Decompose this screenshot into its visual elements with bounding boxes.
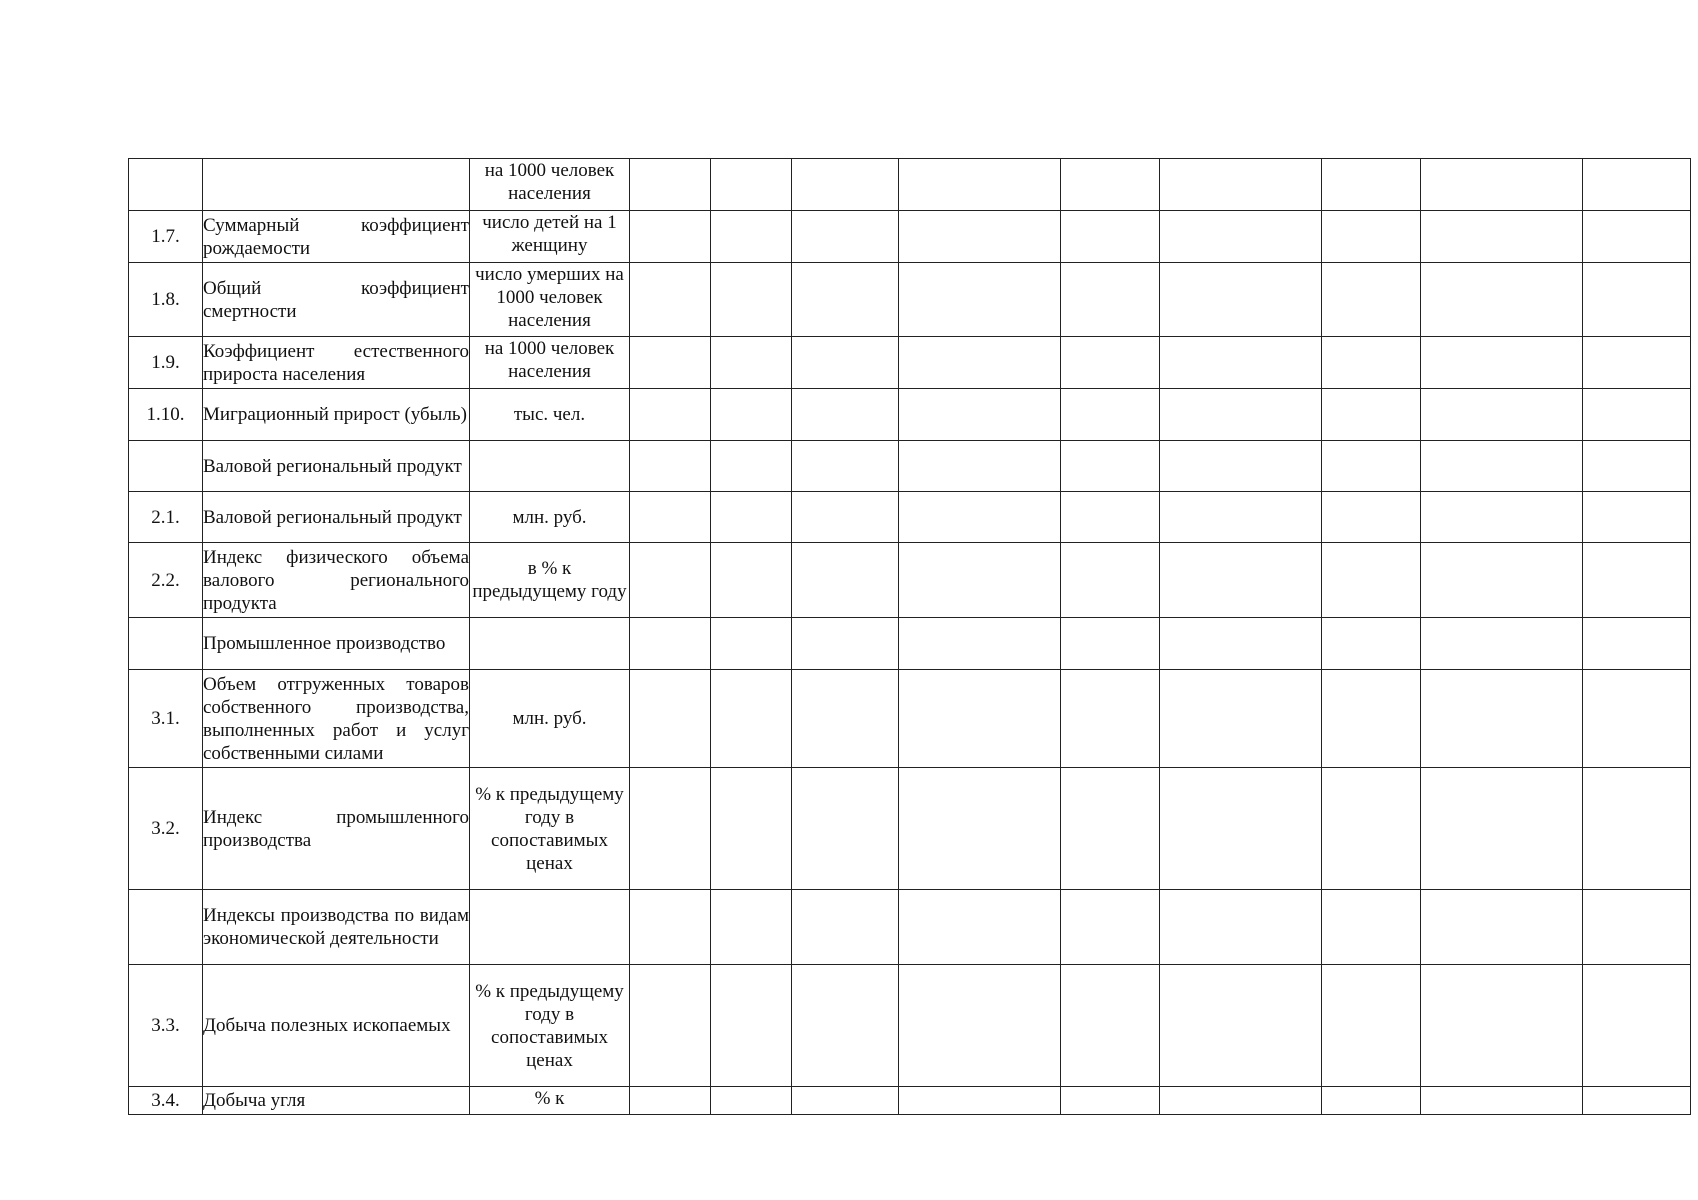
value-cell (1322, 1087, 1421, 1115)
value-cell (899, 670, 1061, 768)
value-cell (630, 890, 711, 965)
value-cell (711, 890, 792, 965)
value-cell (1322, 389, 1421, 441)
value-cell (1061, 890, 1160, 965)
value-cell (630, 389, 711, 441)
value-cell (1160, 211, 1322, 263)
value-cell (899, 1087, 1061, 1115)
value-cell (1061, 441, 1160, 492)
row-indicator-name: Добыча угля (203, 1087, 470, 1115)
value-cell (1421, 389, 1583, 441)
row-code: 1.10. (129, 389, 203, 441)
value-cell (711, 441, 792, 492)
section-heading: Валовой региональный продукт (203, 441, 470, 492)
value-cell (1583, 337, 1691, 389)
value-cell (1322, 263, 1421, 337)
row-unit: % к предыдущему году в сопоставимых ценах (470, 768, 630, 890)
row-unit: число умерших на 1000 человек населения (470, 263, 630, 337)
row-indicator-name: Индекс промышленного производства (203, 768, 470, 890)
value-cell (1421, 492, 1583, 543)
row-code: 3.1. (129, 670, 203, 768)
value-cell (1061, 492, 1160, 543)
value-cell (1421, 890, 1583, 965)
value-cell (630, 618, 711, 670)
row-unit (470, 441, 630, 492)
row-code: 1.9. (129, 337, 203, 389)
row-code: 2.1. (129, 492, 203, 543)
value-cell (1583, 670, 1691, 768)
row-code: 2.2. (129, 543, 203, 618)
value-cell (899, 618, 1061, 670)
value-cell (1322, 618, 1421, 670)
value-cell (792, 159, 899, 211)
value-cell (1322, 211, 1421, 263)
value-cell (1061, 389, 1160, 441)
row-unit: млн. руб. (470, 492, 630, 543)
value-cell (1583, 211, 1691, 263)
value-cell (792, 441, 899, 492)
value-cell (1421, 543, 1583, 618)
value-cell (1322, 670, 1421, 768)
value-cell (630, 159, 711, 211)
value-cell (1583, 1087, 1691, 1115)
table-row (129, 159, 1691, 211)
value-cell (1061, 211, 1160, 263)
value-cell (792, 1087, 899, 1115)
value-cell (1421, 337, 1583, 389)
row-indicator-name: Коэффициент естественного прироста населения (203, 337, 470, 389)
value-cell (792, 768, 899, 890)
value-cell (899, 890, 1061, 965)
value-cell (711, 389, 792, 441)
value-cell (1583, 492, 1691, 543)
value-cell (899, 441, 1061, 492)
value-cell (899, 492, 1061, 543)
value-cell (1061, 337, 1160, 389)
value-cell (792, 389, 899, 441)
value-cell (630, 543, 711, 618)
value-cell (1160, 543, 1322, 618)
value-cell (1061, 670, 1160, 768)
row-unit: % к предыдущему году в сопоставимых ценах (470, 965, 630, 1087)
value-cell (1061, 768, 1160, 890)
value-cell (1322, 890, 1421, 965)
value-cell (1061, 159, 1160, 211)
value-cell (1583, 441, 1691, 492)
value-cell (899, 159, 1061, 211)
value-cell (1160, 618, 1322, 670)
value-cell (711, 159, 792, 211)
value-cell (630, 670, 711, 768)
table-row (129, 492, 1691, 543)
value-cell (1061, 1087, 1160, 1115)
value-cell (899, 543, 1061, 618)
value-cell (630, 263, 711, 337)
value-cell (1322, 768, 1421, 890)
row-unit: в % к предыдущему году (470, 543, 630, 618)
value-cell (711, 211, 792, 263)
value-cell (1322, 441, 1421, 492)
value-cell (1421, 159, 1583, 211)
value-cell (792, 492, 899, 543)
value-cell (1061, 543, 1160, 618)
row-indicator-name: Добыча полезных ископаемых (203, 965, 470, 1087)
row-code: 3.2. (129, 768, 203, 890)
value-cell (1160, 670, 1322, 768)
value-cell (899, 768, 1061, 890)
value-cell (711, 618, 792, 670)
table-section-row (129, 618, 1691, 670)
value-cell (1160, 965, 1322, 1087)
row-indicator-name: Суммарный коэффициент рождаемости (203, 211, 470, 263)
row-unit (470, 890, 630, 965)
value-cell (899, 337, 1061, 389)
value-cell (711, 670, 792, 768)
value-cell (630, 492, 711, 543)
value-cell (1583, 768, 1691, 890)
table-row (129, 211, 1691, 263)
row-unit: % к (470, 1087, 630, 1115)
table-row (129, 670, 1691, 768)
value-cell (630, 768, 711, 890)
value-cell (1421, 441, 1583, 492)
value-cell (1421, 1087, 1583, 1115)
value-cell (711, 337, 792, 389)
row-code (129, 159, 203, 211)
value-cell (899, 263, 1061, 337)
value-cell (711, 768, 792, 890)
value-cell (792, 263, 899, 337)
row-code: 3.3. (129, 965, 203, 1087)
value-cell (899, 389, 1061, 441)
value-cell (1322, 159, 1421, 211)
value-cell (1583, 263, 1691, 337)
table-section-row (129, 890, 1691, 965)
section-heading: Промышленное производство (203, 618, 470, 670)
value-cell (792, 618, 899, 670)
row-unit: на 1000 человек населения (470, 159, 630, 211)
value-cell (711, 492, 792, 543)
value-cell (1583, 389, 1691, 441)
value-cell (1160, 389, 1322, 441)
value-cell (1421, 768, 1583, 890)
value-cell (1322, 965, 1421, 1087)
value-cell (711, 965, 792, 1087)
row-code: 1.7. (129, 211, 203, 263)
value-cell (1061, 965, 1160, 1087)
value-cell (630, 211, 711, 263)
value-cell (1160, 1087, 1322, 1115)
value-cell (1421, 670, 1583, 768)
value-cell (1160, 337, 1322, 389)
value-cell (1421, 618, 1583, 670)
value-cell (1421, 263, 1583, 337)
row-code (129, 618, 203, 670)
value-cell (1160, 890, 1322, 965)
row-indicator-name: Общий коэффициент смертности (203, 263, 470, 337)
table-row (129, 768, 1691, 890)
row-indicator-name: Миграционный прирост (убыль) (203, 389, 470, 441)
row-unit: млн. руб. (470, 670, 630, 768)
table-row (129, 389, 1691, 441)
value-cell (630, 1087, 711, 1115)
table-row (129, 1087, 1691, 1115)
value-cell (1160, 768, 1322, 890)
value-cell (1322, 492, 1421, 543)
value-cell (1583, 890, 1691, 965)
table-row (129, 263, 1691, 337)
value-cell (792, 670, 899, 768)
value-cell (792, 337, 899, 389)
row-indicator-name (203, 159, 470, 211)
value-cell (711, 1087, 792, 1115)
indicators-table (128, 158, 1691, 1115)
row-indicator-name: Объем отгруженных товаров собственного производства, выполненных работ и услуг собственными силами (203, 670, 470, 768)
row-code (129, 441, 203, 492)
value-cell (1061, 263, 1160, 337)
value-cell (1583, 618, 1691, 670)
table-row (129, 337, 1691, 389)
value-cell (1061, 618, 1160, 670)
value-cell (1160, 441, 1322, 492)
row-unit: на 1000 человек населения (470, 337, 630, 389)
value-cell (792, 543, 899, 618)
value-cell (899, 965, 1061, 1087)
value-cell (1322, 543, 1421, 618)
value-cell (792, 890, 899, 965)
row-code: 3.4. (129, 1087, 203, 1115)
section-heading: Индексы производства по видам экономической деятельности (203, 890, 470, 965)
value-cell (1322, 337, 1421, 389)
value-cell (1160, 492, 1322, 543)
value-cell (630, 441, 711, 492)
row-indicator-name: Валовой региональный продукт (203, 492, 470, 543)
row-code (129, 890, 203, 965)
value-cell (711, 543, 792, 618)
value-cell (792, 965, 899, 1087)
value-cell (630, 337, 711, 389)
value-cell (792, 211, 899, 263)
value-cell (1160, 159, 1322, 211)
row-indicator-name: Индекс физического объема валового регионального продукта (203, 543, 470, 618)
value-cell (1160, 263, 1322, 337)
value-cell (711, 263, 792, 337)
value-cell (1421, 211, 1583, 263)
row-code: 1.8. (129, 263, 203, 337)
value-cell (1583, 965, 1691, 1087)
table-row (129, 965, 1691, 1087)
value-cell (1583, 543, 1691, 618)
value-cell (1583, 159, 1691, 211)
row-unit: тыс. чел. (470, 389, 630, 441)
value-cell (899, 211, 1061, 263)
row-unit: число детей на 1 женщину (470, 211, 630, 263)
value-cell (1421, 965, 1583, 1087)
table-section-row (129, 441, 1691, 492)
table-row (129, 543, 1691, 618)
value-cell (630, 965, 711, 1087)
row-unit (470, 618, 630, 670)
